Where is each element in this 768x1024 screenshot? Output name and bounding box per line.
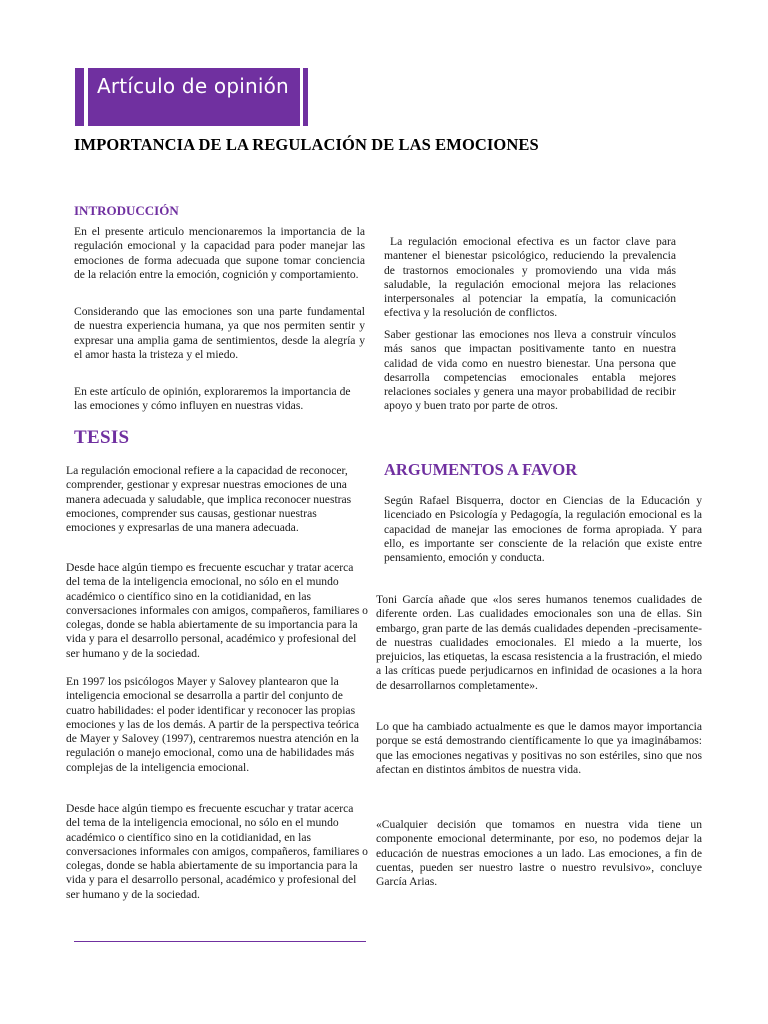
article-title: IMPORTANCIA DE LA REGULACIÓN DE LAS EMOCIONES	[74, 135, 539, 154]
tesis-heading: TESIS	[74, 427, 130, 448]
intro-paragraph-1	[74, 225, 365, 282]
intro-text-3: En este artículo de opinión, exploraremos la importancia de las emociones y cómo influyen en nuestras vidas.	[74, 385, 351, 413]
tesis-paragraph-3	[66, 675, 368, 775]
bottom-divider	[74, 941, 366, 942]
arguments-paragraph-4	[376, 818, 702, 889]
arguments-text-4: «Cualquier decisión que tomamos en nuestra vida tiene un componente emocional determinante, por eso, no podemos dejar la educación de nuestras emociones a un lado. Las emociones, a fin de cuentas, pueden ser nuestro lastre o nuestro revulsivo», concluye García Arias.	[376, 818, 702, 889]
arguments-text-3: Lo que ha cambiado actualmente es que le damos mayor importancia porque se está demostrando científicamente lo que ya imaginábamos: que las emociones negativas y positivas no son estériles, sino que nos afectan en distintos ámbitos de nuestra vida.	[376, 720, 702, 776]
intro-text-1: En el presente articulo mencionaremos la importancia de la regulación emocional y la capacidad para poder manejar las emociones de forma adecuada que supone tomar conciencia de la relación entre la emoción, cognición y comportamiento.	[74, 225, 365, 281]
tesis-paragraph-4	[66, 802, 368, 902]
tesis-paragraph-2	[66, 561, 368, 661]
arguments-paragraph-1	[384, 494, 702, 565]
right-paragraph-1	[384, 235, 676, 321]
tesis-text-2: Desde hace algún tiempo es frecuente escuchar y tratar acerca del tema de la inteligencia emocional, no sólo en el mundo académico o científico sino en la cotidianidad, en las conversaciones informales con amigos, compañeros, familiares o colegas, donde se habla abiertamente de su importancia para la vida y para el desarrollo personal, académico y profesional del ser humano y de la sociedad.	[66, 561, 368, 660]
arguments-paragraph-3	[376, 720, 702, 777]
banner-box	[88, 68, 300, 126]
right-text-1: La regulación emocional efectiva es un factor clave para mantener el bienestar psicológico, reduciendo la prevalencia de trastornos emocionales y promoviendo una vida más saludable, la regulación emocional mejora las relaciones interpersonales al potenciar la empatía, la comunicación efectiva y la resolución de conflictos.	[384, 235, 676, 320]
intro-text-2: Considerando que las emociones son una parte fundamental de nuestra experiencia humana, ya que nos permiten sentir y expresar una amplia gama de sentimientos, desde la alegría y el amor hasta la tristeza y el miedo.	[74, 305, 365, 361]
arguments-text-2: Toni García añade que «los seres humanos tenemos cualidades de diferente orden. Las cualidades emocionales son una de ellas. Sin embargo, gran parte de las demás cualidades dependen -precisamente- de nuestras cualidades emocionales. El miedo a la muerte, los prejuicios, las etiquetas, la escasa resistencia a la frustración, el miedo a las críticas puede perjudicarnos en infinidad de ocasiones a la hora de desarrollarnos completamente».	[376, 593, 702, 692]
banner-left-bar	[75, 68, 84, 126]
tesis-paragraph-1	[66, 464, 368, 535]
intro-paragraph-3	[74, 385, 365, 414]
banner-label: Artículo de opinión	[97, 74, 289, 98]
article-type-banner	[75, 68, 308, 126]
intro-paragraph-2	[74, 305, 365, 362]
right-text-2: Saber gestionar las emociones nos lleva a construir vínculos más sanos que impactan positivamente tanto en nuestra calidad de vida como en nuestro bienestar. Una persona que desarrolla competencias emocionales entabla mejores relaciones sociales y genera una mayor probabilidad de recibir apoyo y buen trato por parte de otros.	[384, 328, 676, 413]
arguments-paragraph-2	[376, 593, 702, 693]
banner-right-bar	[303, 68, 308, 126]
intro-heading: INTRODUCCIÓN	[74, 203, 179, 218]
tesis-text-1: La regulación emocional refiere a la capacidad de reconocer, comprender, gestionar y expresar nuestras emociones de una manera adecuada y saludable, que implica reconocer nuestras emociones, comprender sus causas, gestionar nuestras emociones y expresarlas de una manera adecuada.	[66, 464, 352, 535]
arguments-heading: ARGUMENTOS A FAVOR	[384, 460, 578, 479]
right-paragraph-2	[384, 328, 676, 414]
tesis-text-4: Desde hace algún tiempo es frecuente escuchar y tratar acerca del tema de la inteligencia emocional, no sólo en el mundo académico o científico sino en la cotidianidad, en las conversaciones informales con amigos, compañeros, familiares o colegas, donde se habla abiertamente de su importancia para la vida y para el desarrollo personal, académico y profesional del ser humano y de la sociedad.	[66, 802, 368, 901]
tesis-text-3: En 1997 los psicólogos Mayer y Salovey plantearon que la inteligencia emocional se desarrolla a partir del conjunto de cuatro habilidades: el poder identificar y reconocer las propias emociones y las de los demás. A partir de la perspectiva teórica de Mayer y Salovey (1997), centraremos nuestra atención en la regulación o manejo emocional, como una de habilidades más complejas de la inteligencia emocional.	[66, 675, 359, 774]
arguments-text-1: Según Rafael Bisquerra, doctor en Ciencias de la Educación y licenciado en Psicología y Pedagogía, la regulación emocional es la capacidad de manejar las emociones de forma apropiada. Y para ello, es importante ser consciente de la relación que existe entre pensamiento, emoción y conducta.	[384, 494, 702, 565]
